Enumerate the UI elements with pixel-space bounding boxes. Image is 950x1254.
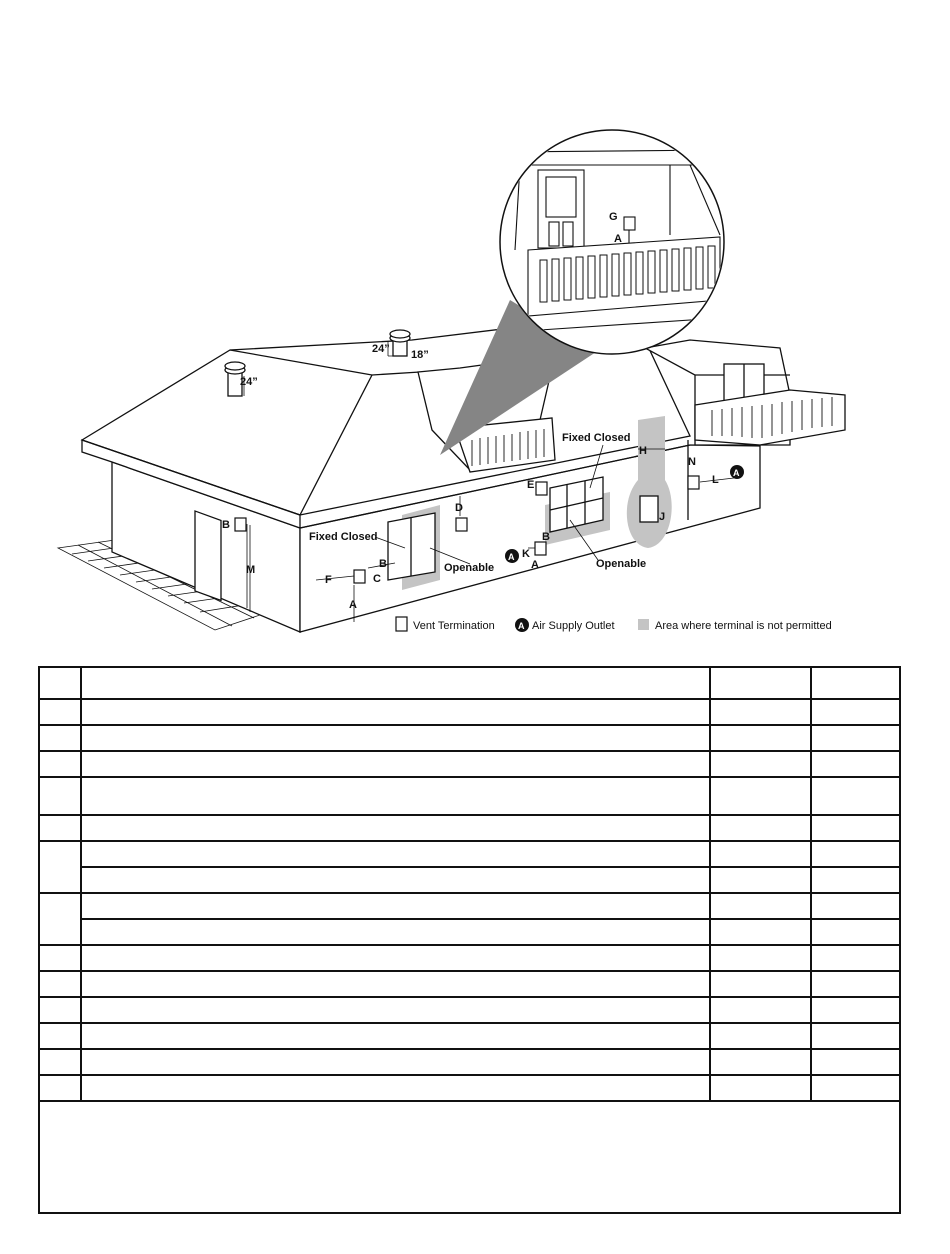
vent-termination-C [354,570,365,583]
table-row [39,945,900,971]
table-row [39,1075,900,1101]
dimension-roof-left: 24” [240,376,258,388]
table-row [39,815,900,841]
label-H: H [639,445,647,457]
window-fixed-closed-openable [388,513,435,580]
legend-vent-termination: Vent Termination [413,620,495,632]
label-L: L [712,474,719,486]
table-row [39,751,900,777]
table-row [39,971,900,997]
label-B-side: B [222,519,230,531]
vent-termination-E [536,482,547,495]
table-row [39,997,900,1023]
label-M: M [246,564,256,576]
label-C: C [373,573,381,585]
dimension-roof-center-height: 24” [372,343,390,355]
legend-vent-icon [396,617,407,631]
label-fixed-closed-1: Fixed Closed [309,531,378,543]
vent-termination-B-side [235,518,246,531]
table-footer-notes [39,1101,900,1213]
table-row [39,841,900,867]
air-supply-outlet-marker-right [730,465,744,479]
label-E: E [527,479,535,491]
label-B-lower: B [542,531,550,543]
label-J: J [659,511,666,523]
table-row [39,867,900,893]
table-row [39,919,900,945]
label-G: G [609,211,618,223]
table-header-row [39,667,900,699]
clearance-table [38,666,901,1214]
roof-vent-center [390,330,410,356]
label-K: K [522,548,530,560]
table-row [39,699,900,725]
table-row [39,777,900,815]
gas-meter [640,496,658,522]
table-row [39,893,900,919]
legend-no-terminal-area: Area where terminal is not permitted [655,620,832,632]
svg-text:A: A [508,552,515,562]
label-openable-2: Openable [596,558,647,570]
label-D: D [455,502,463,514]
table-row [39,1023,900,1049]
label-A-lower: A [531,559,539,571]
dimension-roof-center-offset: 18” [411,349,429,361]
label-A-detail: A [614,233,622,245]
detail-door [538,170,584,248]
legend-no-terminal-swatch [638,619,649,630]
svg-text:A: A [733,468,740,478]
table-row [39,725,900,751]
air-supply-outlet-marker-lower [505,549,519,563]
label-F: F [325,574,332,586]
vent-termination-K [535,542,546,555]
label-A-ground: A [349,599,357,611]
legend [396,617,832,632]
legend-air-supply-outlet: Air Supply Outlet [532,620,615,632]
label-fixed-closed-2: Fixed Closed [562,432,631,444]
vent-termination-N [688,476,699,489]
svg-text:A: A [518,621,525,631]
label-N: N [688,456,696,468]
label-B-window: B [379,558,387,570]
vent-termination-D [456,518,467,531]
label-openable-1: Openable [444,562,495,574]
table-row [39,1049,900,1075]
detail-vent-termination-G [624,217,635,230]
